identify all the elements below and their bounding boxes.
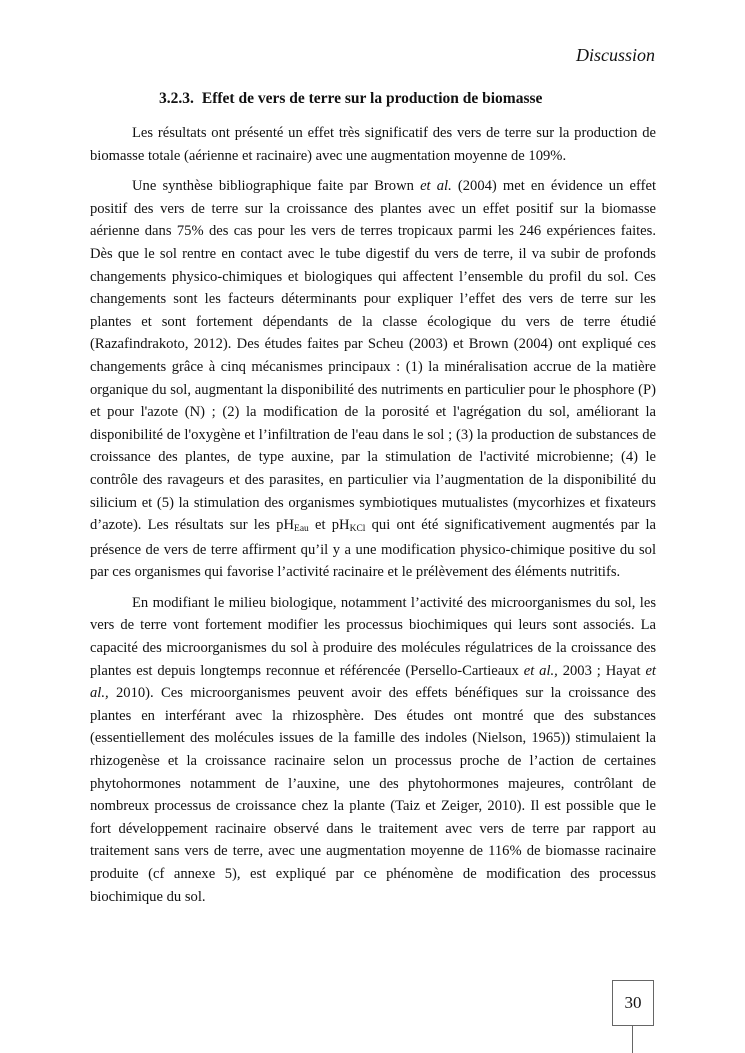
page-number-divider [632, 1025, 633, 1053]
paragraph-2 [90, 175, 656, 584]
running-header: Discussion [575, 45, 655, 65]
paragraph-2-text-a: Une synthèse bibliographique faite par Brown [132, 178, 421, 195]
section-heading [159, 89, 542, 109]
section-number: 3.2.3. [159, 90, 194, 107]
paragraph-2-text-b: (2004) met en évidence un effet positif des vers de terre sur la croissance des plantes avec un effet positif sur la biomasse aérienne dans 75% des cas pour les vers de terres tropicaux parmi les 246 expériences faites. Dès que le sol rentre en contact avec le tube digestif du vers de terre, il va subir de profonds changements physico-chimiques et biologiques qui affectent l’ensemble du profil du sol. Ces changements sont les facteurs déterminants pour expliquer l’effet des vers de terre sur les plantes et sont fortement dépendants de la classe écologique du vers de terre étudié (Razafindrakoto, 2012). Des études faites par Scheu (2003) et Brown (2004) ont expliqué ces changements grâce à cinq mécanismes principaux : (1) la minéralisation accrue de la matière organique du sol, augmentant la disponibilité des nutriments en particulier pour le phosphore (P) et pour l'azote (N) ; (2) la modification de la porosité et l'agrégation du sol, améliorant la disponibilité de l'oxygène et l’infiltration de l'eau dans le sol ; (3) la production de substances de croissance des plantes, de type auxine, par la stimulation de l'activité microbienne; (4) le contrôle des ravageurs et des parasites, en particulier via l’augmentation de la disponibilité du silicium et (5) la stimulation des organismes symbiotiques mutualistes (mycorhizes et fixateurs d’azote). Les résultats sur les pH [90, 178, 657, 534]
paragraph-1: Les résultats ont présenté un effet très significatif des vers de terre sur la production de biomasse totale (aérienne et racinaire) avec une augmentation moyenne de 109%. [90, 125, 656, 164]
page-number: 30 [612, 980, 654, 1026]
paragraph-3-text-a: En modifiant le milieu biologique, notamment l’activité des microorganismes du sol, les vers de terre vont fortement modifier les processus biochimiques qui leurs sont associés. La capacité des microorganismes du sol à produire des molécules régulatrices de la croissance des plantes est depuis longtemps reconnue et référencée (Persello-Cartieaux [90, 594, 656, 679]
paragraph-3-text-c: 2010). Ces microorganismes peuvent avoir des effets bénéfiques sur la croissance des plantes en interférant avec la rhizosphère. Des études ont montré que des substances (essentiellement des molécules issues de la famille des indoles (Nielson, 1965)) stimulaient la rhizogenèse et la croissance racinaire selon un processus proche de l’action de certaines phytohormones notamment de l’auxine, une des phytohormones majeures, contrôlant de nombreux processus de croissance chez la plante (Taiz et Zeiger, 2010). Il est possible que le fort développement racinaire observé dans le traitement avec vers de terre par rapport au traitement sans vers de terre, avec une augmentation moyenne de 116% de biomasse racinaire produite (cf annexe 5), est expliqué par ce phénomène de modification des processus biochimique du sol. [90, 685, 656, 905]
ph-kcl-subscript: KCl [349, 524, 366, 535]
section-title: Effet de vers de terre sur la production de biomasse [201, 90, 543, 107]
paragraph-2-text-d: qui ont été significativement augmentés par la présence de vers de terre affirment qu’il y a une modification physico-chimique positive du sol par ces organismes qui favorise l’activité racinaire et le prélèvement des éléments nutritifs. [90, 517, 656, 581]
ph-eau-subscript: Eau [294, 524, 309, 535]
paragraph-3-italic-etal-2: et al., [90, 662, 656, 702]
body-text [90, 122, 656, 916]
paragraph-2-italic-etal: et al. [420, 178, 452, 195]
paragraph-2-text-c: et pH [308, 517, 350, 534]
paragraph-3-text-b: 2003 ; Hayat [557, 662, 646, 679]
paragraph-3-italic-etal-1: et al., [523, 662, 558, 679]
paragraph-3 [90, 592, 656, 908]
